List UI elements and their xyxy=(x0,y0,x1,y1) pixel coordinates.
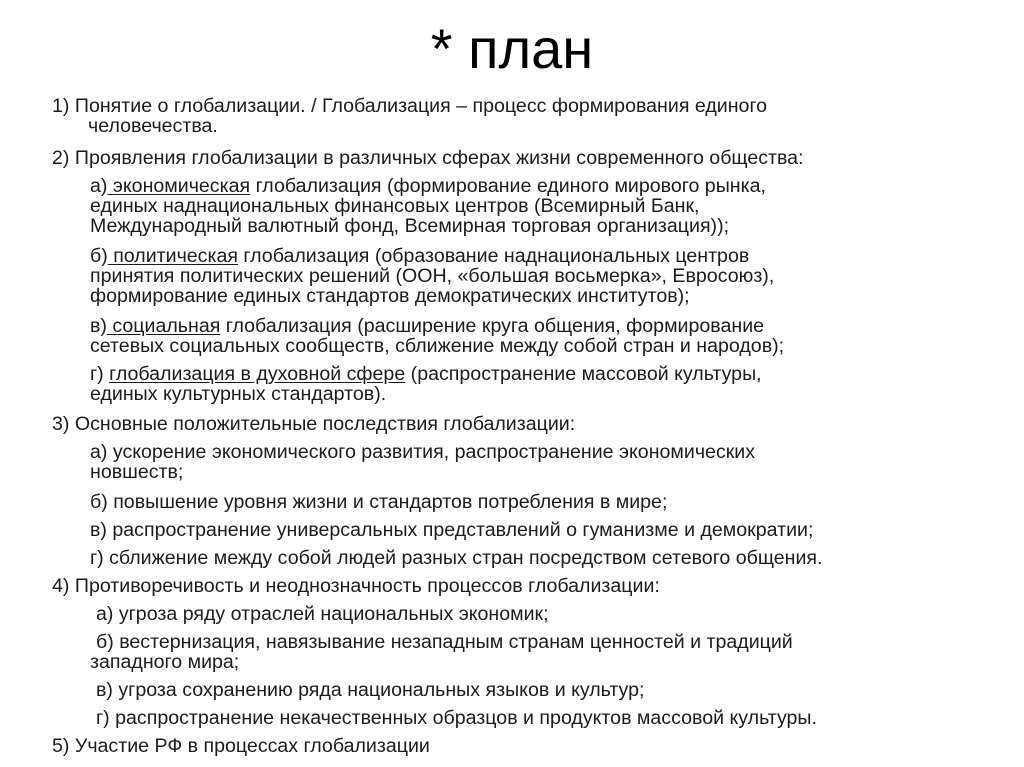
plan-item-line: в) распространение универсальных представлений о гуманизме и демократии; xyxy=(90,519,814,541)
plan-item-line: б) повышение уровня жизни и стандартов потребления в мире; xyxy=(90,491,668,513)
plan-item-first-line xyxy=(90,246,774,266)
plan-item-line: г) сближение между собой людей разных стран посредством сетевого общения. xyxy=(90,547,823,569)
plan-item-first-line xyxy=(90,316,784,336)
plan-item-line: единых наднациональных финансовых центров (Всемирный Банк, xyxy=(90,195,700,217)
plan-subitem-2a xyxy=(90,176,766,236)
slide-title: * план xyxy=(430,17,594,80)
plan-item-line: 1) Понятие о глобализации. / Глобализация – процесс формирования единого xyxy=(52,95,768,117)
plan-item-first-line xyxy=(90,176,766,196)
plan-subitem-4b xyxy=(90,632,793,672)
plan-item-first-line xyxy=(90,364,762,384)
plan-item-3 xyxy=(52,414,575,434)
underlined-term: глобализация в духовной сфере xyxy=(109,363,406,385)
plan-subitem-4d xyxy=(96,708,817,728)
plan-subitem-4c xyxy=(96,680,644,700)
subitem-prefix: в) xyxy=(90,315,107,337)
plan-subitem-2d xyxy=(90,364,762,404)
plan-item-line: в) угроза сохранению ряда национальных языков и культур; xyxy=(96,679,645,701)
plan-item-line: западного мира; xyxy=(90,651,240,673)
plan-subitem-3d xyxy=(90,548,823,568)
underlined-term: политическая xyxy=(107,245,238,267)
plan-item-line: 3) Основные положительные последствия глобализации: xyxy=(52,413,576,435)
plan-item-5 xyxy=(52,736,430,756)
plan-item-line: сетевых социальных сообществ, сближение между собой стран и народов); xyxy=(90,335,785,357)
plan-subitem-4a xyxy=(96,604,549,624)
subitem-prefix: а) xyxy=(90,175,108,197)
subitem-text: глобализация (образование наднациональных центров xyxy=(237,245,750,267)
plan-subitem-2b xyxy=(90,246,774,306)
plan-item-line: Международный валютный фонд, Всемирная торговая организация)); xyxy=(90,215,730,237)
plan-item-1 xyxy=(52,96,767,136)
plan-item-2 xyxy=(52,148,804,168)
plan-item-line: а) угроза ряду отраслей национальных экономик; xyxy=(96,603,549,625)
plan-item-line: формирование единых стандартов демократических институтов); xyxy=(90,285,690,307)
plan-subitem-3c xyxy=(90,520,813,540)
plan-item-line: человечества. xyxy=(88,115,218,137)
plan-item-line: 2) Проявления глобализации в различных сферах жизни современного общества: xyxy=(52,147,804,169)
plan-item-line: единых культурных стандартов). xyxy=(90,383,387,405)
plan-item-line: принятия политических решений (ООН, «большая восьмерка», Евросоюз), xyxy=(90,265,775,287)
subitem-prefix: б) xyxy=(90,245,108,267)
plan-item-line: новшеств; xyxy=(90,461,184,483)
subitem-prefix: г) xyxy=(90,363,110,385)
subitem-text: глобализация (расширение круга общения, формирование xyxy=(220,315,765,337)
plan-subitem-3a xyxy=(90,442,755,482)
plan-item-line: 5) Участие РФ в процессах глобализации xyxy=(52,735,430,757)
plan-item-line: а) ускорение экономического развития, распространение экономических xyxy=(90,441,756,463)
subitem-text: глобализация (формирование единого мирового рынка, xyxy=(250,175,766,197)
plan-item-line: 4) Противоречивость и неоднозначность процессов глобализации: xyxy=(52,575,660,597)
underlined-term: экономическая xyxy=(107,175,251,197)
plan-subitem-3b xyxy=(90,492,667,512)
plan-item-line: б) вестернизация, навязывание незападным странам ценностей и традиций xyxy=(96,631,793,653)
underlined-term: социальная xyxy=(106,315,221,337)
plan-item-4 xyxy=(52,576,660,596)
plan-subitem-2c xyxy=(90,316,784,356)
subitem-text: (распространение массовой культуры, xyxy=(405,363,762,385)
plan-item-line: г) распространение некачественных образцов и продуктов массовой культуры. xyxy=(96,707,817,729)
